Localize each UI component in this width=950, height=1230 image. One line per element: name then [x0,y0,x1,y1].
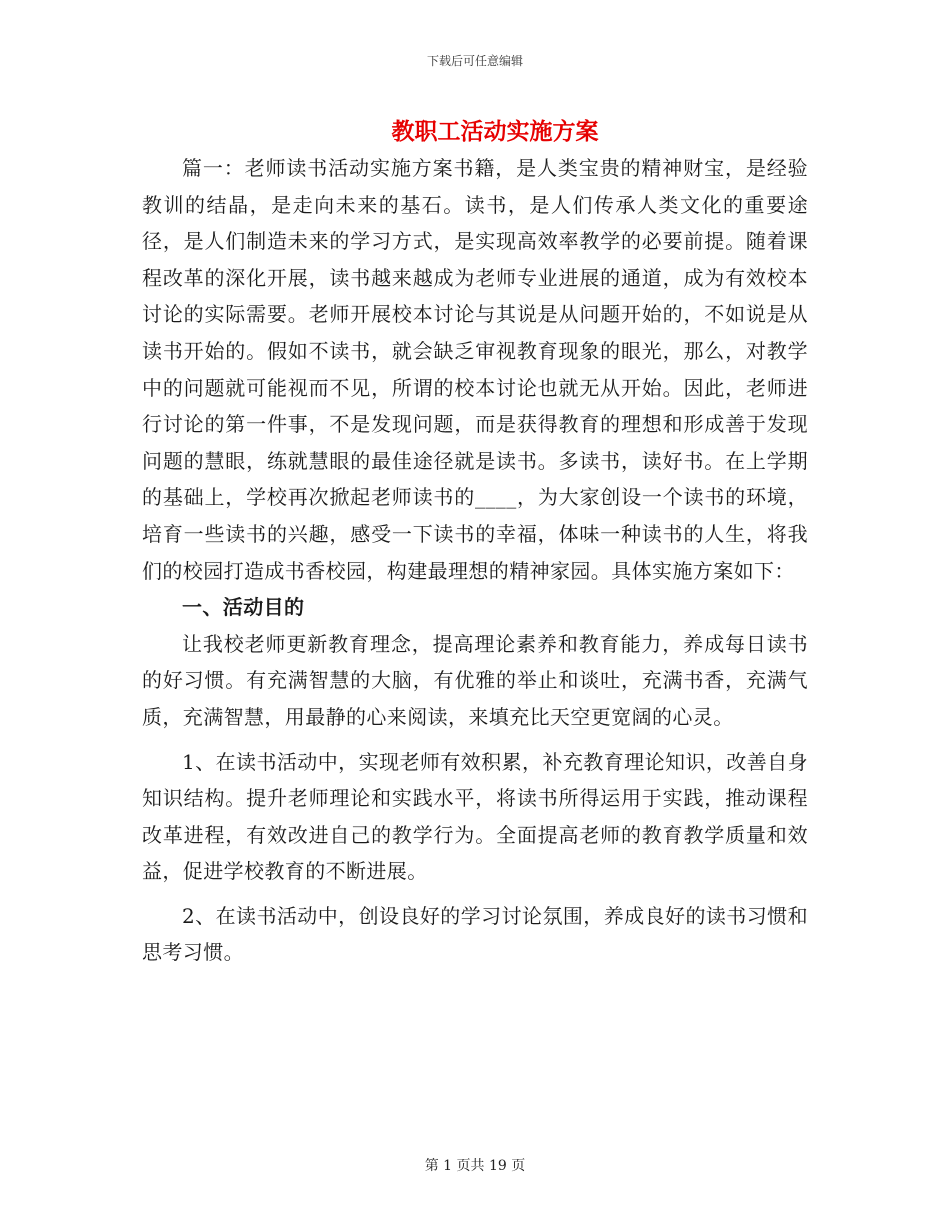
purpose-paragraph: 让我校老师更新教育理念，提高理论素养和教育能力，养成每日读书的好习惯。有充满智慧的大脑，有优雅的举止和谈吐，充满书香，充满气质，充满智慧，用最静的心来阅读，来填充比天空更宽阔的心灵。 [142,631,808,729]
purpose-item-2: 2、在读书活动中，创设良好的学习讨论氛围，养成良好的读书习惯和思考习惯。 [142,903,808,965]
purpose-item-1: 1、在读书活动中，实现老师有效积累，补充教育理论知识，改善自身知识结构。提升老师理论和实践水平，将读书所得运用于实践，推动课程改革进程，有效改进自己的教学行为。全面提高老师的教育教学质量和效益，促进学校教育的不断进展。 [142,749,808,884]
page-header: 下载后可任意编辑 [426,54,523,68]
document-body [142,150,808,971]
section-heading-purpose: 一、活动目的 [182,595,305,620]
document-title: 教职工活动实施方案 [391,119,599,145]
page-number-footer: 第 1 页共 19 页 [424,1158,526,1174]
intro-paragraph: 篇一：老师读书活动实施方案书籍，是人类宝贵的精神财宝，是经验教训的结晶，是走向未来的基石。读书，是人们传承人类文化的重要途径，是人们制造未来的学习方式，是实现高效率教学的必要前提。随着课程改革的深化开展，读书越来越成为老师专业进展的通道，成为有效校本讨论的实际需要。老师开展校本讨论与其说是从问题开始的，不如说是从读书开始的。假如不读书，就会缺乏审视教育现象的眼光，那么，对教学中的问题就可能视而不见，所谓的校本讨论也就无从开始。因此，老师进行讨论的第一件事，不是发现问题，而是获得教育的理想和形成善于发现问题的慧眼，练就慧眼的最佳途径就是读书。多读书，读好书。在上学期的基础上，学校再次掀起老师读书的____，为大家创设一个读书的环境，培育一些读书的兴趣，感受一下读书的幸福，体味一种读书的人生，将我们的校园打造成书香校园，构建最理想的精神家园。具体实施方案如下： [142,156,808,583]
